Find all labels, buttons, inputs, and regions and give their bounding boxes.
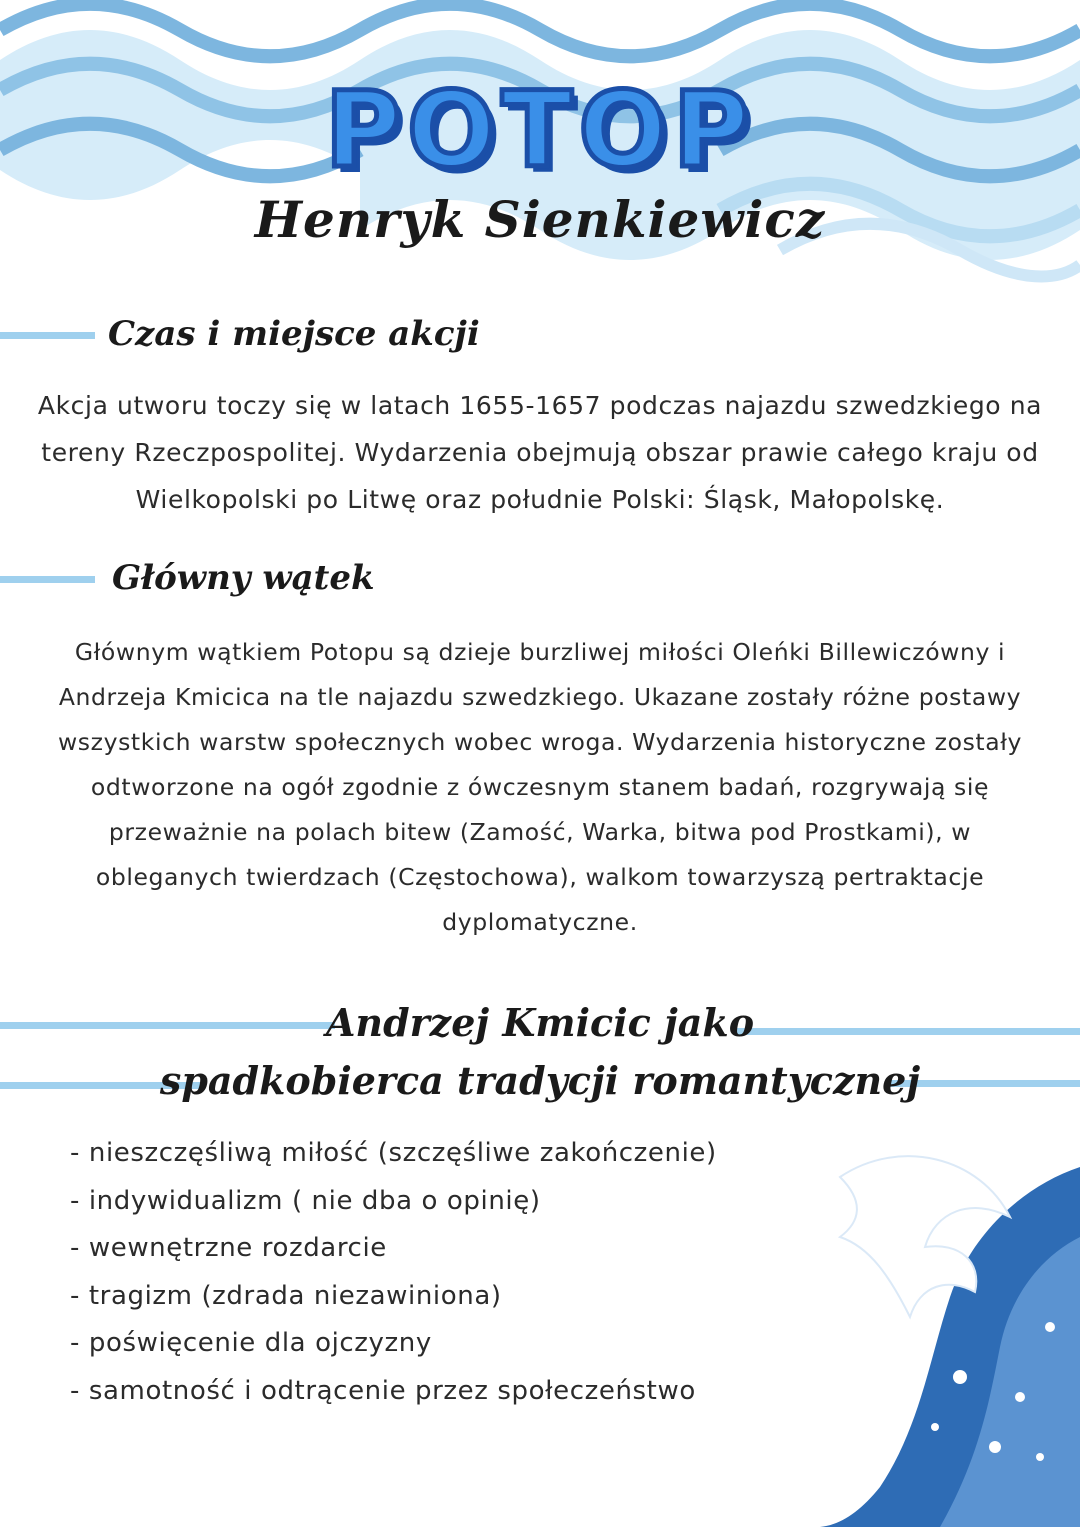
foam-dot <box>989 1441 1001 1453</box>
paragraph-line: Andrzeja Kmicica na tle najazdu szwedzkiego. Ukazane zostały różne postawy <box>58 683 1022 711</box>
foam-dot <box>931 1423 939 1431</box>
list-item: - samotność i odtrącenie przez społeczeństwo <box>70 1368 717 1416</box>
paragraph-line: dyplomatyczne. <box>442 908 638 936</box>
foam-dot <box>953 1370 967 1384</box>
wave-foam <box>760 1320 920 1412</box>
traits-list <box>70 1130 717 1415</box>
foam-dot <box>1036 1453 1044 1461</box>
list-item: - wewnętrzne rozdarcie <box>70 1225 717 1273</box>
paragraph-line: tereny Rzeczpospolitej. Wydarzenia obejmują obszar prawie całego kraju od <box>41 438 1039 467</box>
list-item: - indywidualizm ( nie dba o opinię) <box>70 1178 717 1226</box>
paragraph-plot <box>40 630 1040 945</box>
section-divider-plot <box>0 576 95 583</box>
paragraph-line: przeważnie na polach bitew (Zamość, Warka, bitwa pod Prostkami), w <box>108 818 972 846</box>
list-item: - poświęcenie dla ojczyzny <box>70 1320 717 1368</box>
list-item: - nieszczęśliwą miłość (szczęśliwe zakończenie) <box>70 1130 717 1178</box>
paragraph-line: Wielkopolski po Litwę oraz południe Polski: Śląsk, Małopolskę. <box>135 485 945 514</box>
heading-kmicic-line1: Andrzej Kmicic jako <box>325 1000 755 1045</box>
foam-dot <box>1045 1322 1055 1332</box>
author-name: Henryk Sienkiewicz <box>254 190 826 249</box>
paragraph-line: Akcja utworu toczy się w latach 1655-1657 podczas najazdu szwedzkiego na <box>37 391 1043 420</box>
page-title: POTOP <box>324 69 756 191</box>
paragraph-line: obleganych twierdzach (Częstochowa), walkom towarzyszą pertraktacje <box>95 863 985 891</box>
section-divider-setting <box>0 332 95 339</box>
heading-plot: Główny wątek <box>112 558 375 598</box>
heading-kmicic-line2: spadkobierca tradycji romantycznej <box>159 1058 921 1103</box>
foam-dot <box>1015 1392 1025 1402</box>
list-item: - tragizm (zdrada niezawiniona) <box>70 1273 717 1321</box>
paragraph-setting <box>20 382 1060 523</box>
paragraph-line: Głównym wątkiem Potopu są dzieje burzliwej miłości Oleńki Billewiczówny i <box>74 638 1006 666</box>
wave-line-1 <box>0 4 1080 57</box>
wave-illustration <box>720 1127 1080 1527</box>
paragraph-line: odtworzone na ogół zgodnie z ówczesnym stanem badań, rozgrywają się <box>90 773 990 801</box>
heading-setting: Czas i miejsce akcji <box>108 314 480 354</box>
paragraph-line: wszystkich warstw społecznych wobec wroga. Wydarzenia historyczne zostały <box>57 728 1023 756</box>
